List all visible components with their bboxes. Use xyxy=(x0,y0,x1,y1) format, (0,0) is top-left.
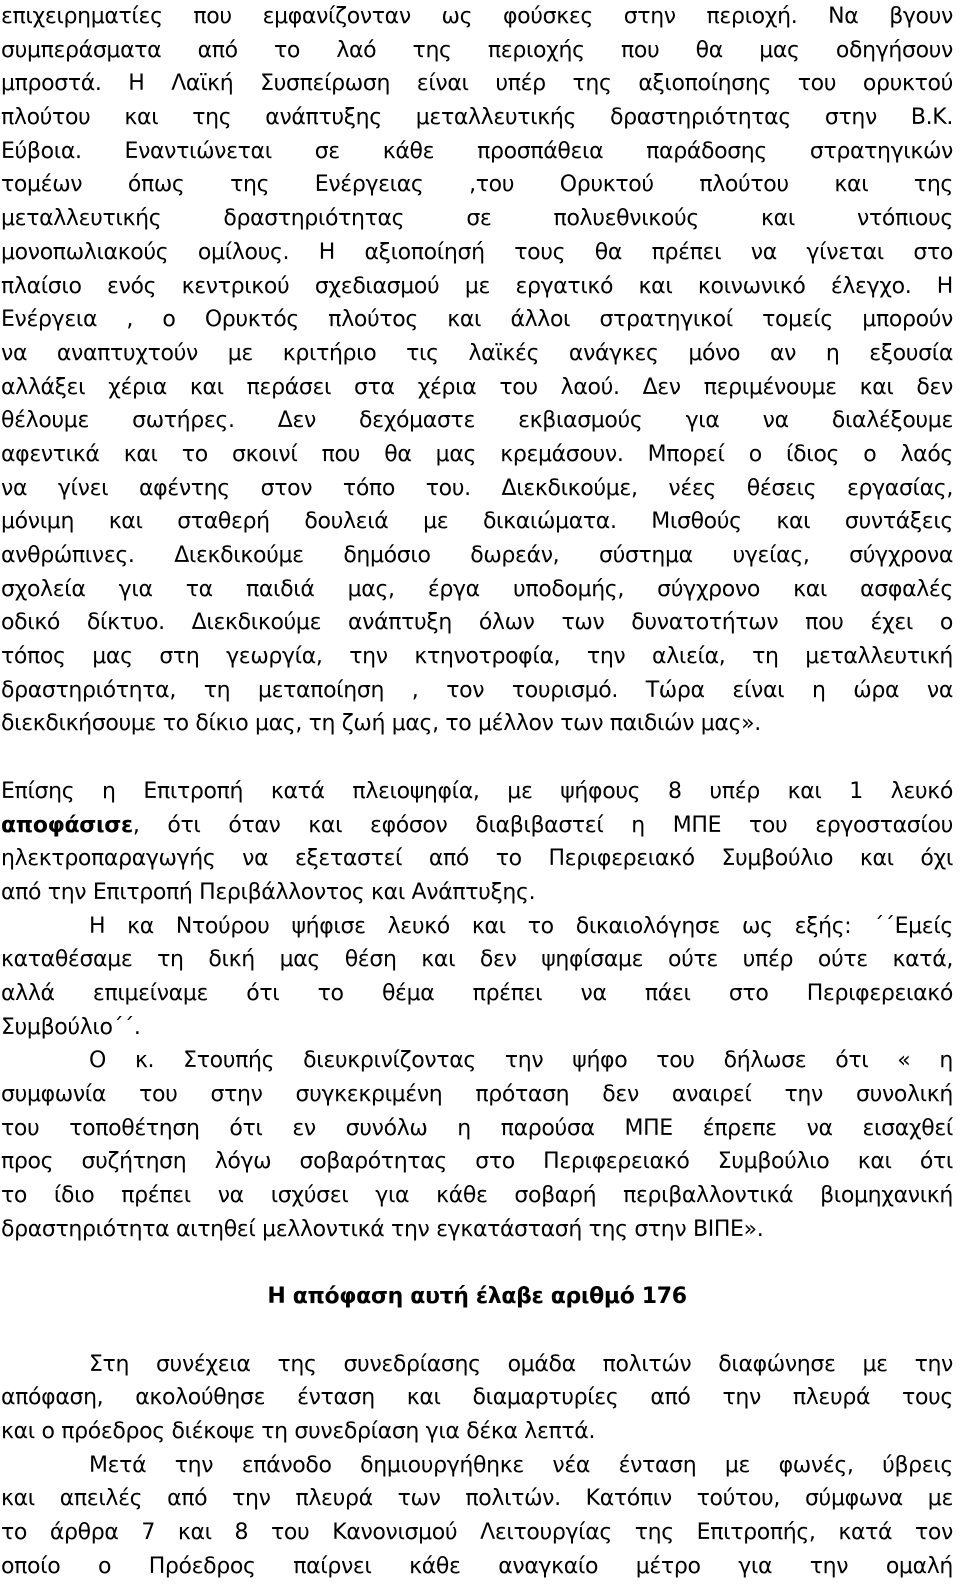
text-line: αλλά επιμείναμε ότι το θέμα πρέπει να πάει στο Περιφερειακό xyxy=(1,980,953,1006)
paragraph-spacer xyxy=(1,1314,953,1348)
text-line: ανθρώπινες. Διεκδικούμε δημόσιο δωρεάν, σύστημα υγείας, σύγχρονα xyxy=(1,543,953,568)
text-line: Η κα Ντούρου ψήφισε λευκό και το δικαιολόγησε ως εξής: ΄΄Εμείς xyxy=(89,913,953,939)
text-line: μπροστά. Η Λαϊκή Συσπείρωση είναι υπέρ της αξιοποίησης του ορυκτού xyxy=(1,71,953,97)
decision-keyword: αποφάσισε xyxy=(1,812,133,838)
text-line: μεταλλευτικής δραστηριότητας σε πολυεθνικούς και ντόπιους xyxy=(1,206,953,232)
text-line: τομέων όπως της Ενέργειας ,του Ορυκτού πλούτου και της xyxy=(1,172,953,198)
text-line: Μετά την επάνοδο δημιουργήθηκε νέα ένταση με φωνές, ύβρεις xyxy=(89,1452,953,1478)
text-line: Επίσης η Επιτροπή κατά πλειοψηφία, με ψήφους 8 υπέρ και 1 λευκό xyxy=(1,778,953,804)
text-line: μονοπωλιακούς ομίλους. Η αξιοποίησή τους θα πρέπει να γίνεται στο xyxy=(1,239,953,265)
text-line: δραστηριότητα, τη μεταποίηση , τον τουρισμό. Τώρα είναι η ώρα να xyxy=(1,677,953,703)
text-line: το άρθρα 7 και 8 του Κανονισμού Λειτουργίας της Επιτροπής, κατά τον xyxy=(1,1519,953,1545)
text-line: θέλουμε σωτήρες. Δεν δεχόμαστε εκβιασμούς για να διαλέξουμε xyxy=(1,408,953,434)
text-line: το ίδιο πρέπει να ισχύσει για κάθε σοβαρή περιβαλλοντικά βιομηχανική xyxy=(1,1183,953,1209)
text-line: αφεντικά και το σκοινί που θα μας κρεμάσουν. Μπορεί ο ίδιος ο λαός xyxy=(1,441,953,467)
text-line: του τοποθέτηση ότι εν συνόλω η παρούσα ΜΠΕ έπρεπε να εισαχθεί xyxy=(1,1115,953,1141)
text-line: Εύβοια. Εναντιώνεται σε κάθε προσπάθεια παράδοσης στρατηγικών xyxy=(1,138,953,164)
decision-heading: Η απόφαση αυτή έλαβε αριθμό 176 xyxy=(267,1284,687,1310)
text-line: Συμβούλιο΄΄. xyxy=(1,1014,141,1040)
text-line: σχολεία για τα παιδιά μας, έργα υποδομής, σύγχρονο και ασφαλές xyxy=(1,576,953,602)
text-line: Ενέργεια , ο Ορυκτός πλούτος και άλλοι στρατηγικοί τομείς μπορούν xyxy=(1,307,953,333)
text-line: συμφωνία του στην συγκεκριμένη πρόταση δεν αναιρεί την συνολική xyxy=(1,1082,953,1107)
paragraph-spacer xyxy=(1,1246,953,1280)
text-line: προς συζήτηση λόγω σοβαρότητας στο Περιφερειακό Συμβούλιο και ότι xyxy=(1,1149,953,1175)
paragraph-spacer xyxy=(1,741,953,775)
text-line: οποίο ο Πρόεδρος παίρνει κάθε αναγκαίο μέτρο για την ομαλή xyxy=(1,1553,953,1579)
text-line: δραστηριότητα αιτηθεί μελλοντικά την εγκατάστασή της στην ΒΙΠΕ». xyxy=(1,1216,764,1242)
text-line: να γίνει αφέντης στον τόπο του. Διεκδικούμε, νέες θέσεις εργασίας, xyxy=(1,475,953,501)
text-line: και απειλές από την πλευρά των πολιτών. Κατόπιν τούτου, σύμφωνα με xyxy=(1,1486,953,1512)
text-fragment: , ότι όταν και εφόσον διαβιβαστεί η ΜΠΕ του εργοστασίου xyxy=(132,812,953,838)
text-line: επιχειρηματίες που εμφανίζονταν ως φούσκες στην περιοχή. Να βγουν xyxy=(1,4,953,29)
text-line: πλούτου και της ανάπτυξης μεταλλευτικής δραστηριότητας στην Β.Κ. xyxy=(1,105,953,131)
text-line: Στη συνέχεια της συνεδρίασης ομάδα πολιτών διαφώνησε με την xyxy=(89,1351,953,1377)
text-line: τόπος μας στη γεωργία, την κτηνοτροφία, την αλιεία, τη μεταλλευτική xyxy=(1,644,953,670)
text-line: ηλεκτροπαραγωγής να εξεταστεί από το Περιφερειακό Συμβούλιο και όχι xyxy=(1,846,953,872)
decision-heading-block xyxy=(1,1280,953,1314)
text-line xyxy=(1,809,953,843)
text-line: να αναπτυχτούν με κριτήριο τις λαϊκές ανάγκες μόνο αν η εξουσία xyxy=(1,340,953,366)
text-line: από την Επιτροπή Περιβάλλοντος και Ανάπτυξης. xyxy=(1,879,536,905)
paragraph-stoupis-vote xyxy=(1,1044,953,1246)
text-line: μόνιμη και σταθερή δουλειά με δικαιώματα. Μισθούς και συντάξεις xyxy=(1,509,953,535)
text-line: καταθέσαμε τη δική μας θέση και δεν ψηφίσαμε ούτε υπέρ ούτε κατά, xyxy=(1,947,953,973)
paragraph-tension xyxy=(1,1449,953,1584)
paragraph-dourou-vote xyxy=(1,910,953,1045)
text-line: και ο πρόεδρος διέκοψε τη συνεδρίαση για δέκα λεπτά. xyxy=(1,1418,596,1444)
text-line: συμπεράσματα από το λαό της περιοχής που θα μας οδηγήσουν xyxy=(1,37,953,63)
paragraph-citizens-disagreement xyxy=(1,1348,953,1449)
text-line: Ο κ. Στουπής διευκρινίζοντας την ψήφο του δήλωσε ότι « η xyxy=(89,1048,953,1074)
text-line: οδικό δίκτυο. Διεκδικούμε ανάπτυξη όλων των δυνατοτήτων που έχει ο xyxy=(1,610,953,636)
paragraph-committee-decision xyxy=(1,775,953,910)
text-line: πλαίσιο ενός κεντρικού σχεδιασμού με εργατικό και κοινωνικό έλεγχο. Η xyxy=(1,273,953,299)
paragraph-mining-position xyxy=(1,0,953,741)
text-line: αλλάξει χέρια και περάσει στα χέρια του λαού. Δεν περιμένουμε και δεν xyxy=(1,374,953,400)
text-line: διεκδικήσουμε το δίκιο μας, τη ζωή μας, το μέλλον των παιδιών μας». xyxy=(1,711,761,737)
text-line: απόφαση, ακολούθησε ένταση και διαμαρτυρίες από την πλευρά τους xyxy=(1,1385,953,1411)
